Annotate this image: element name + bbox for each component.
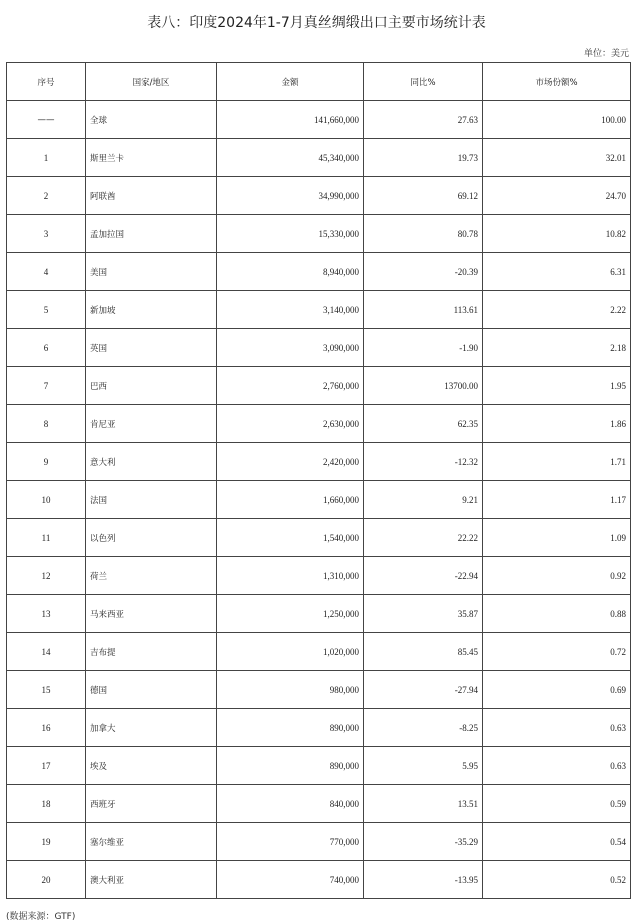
table-row xyxy=(7,519,631,557)
row-amount: 890,000 xyxy=(217,747,364,785)
row-amount: 890,000 xyxy=(217,709,364,747)
export-market-table xyxy=(6,62,631,899)
row-index: 5 xyxy=(7,291,86,329)
table-row xyxy=(7,367,631,405)
row-country: 巴西 xyxy=(86,367,217,405)
row-share: 0.59 xyxy=(483,785,631,823)
row-yoy: 80.78 xyxy=(364,215,483,253)
table-row xyxy=(7,443,631,481)
row-country: 塞尔维亚 xyxy=(86,823,217,861)
row-share: 100.00 xyxy=(483,101,631,139)
table-row xyxy=(7,557,631,595)
row-country: 埃及 xyxy=(86,747,217,785)
table-row xyxy=(7,101,631,139)
row-index: 13 xyxy=(7,595,86,633)
row-share: 0.69 xyxy=(483,671,631,709)
row-share: 2.22 xyxy=(483,291,631,329)
table-row xyxy=(7,215,631,253)
row-country: 德国 xyxy=(86,671,217,709)
table-row xyxy=(7,481,631,519)
table-row xyxy=(7,709,631,747)
row-yoy: -20.39 xyxy=(364,253,483,291)
row-index: —— xyxy=(7,101,86,139)
table-row xyxy=(7,177,631,215)
row-amount: 1,660,000 xyxy=(217,481,364,519)
row-country: 法国 xyxy=(86,481,217,519)
column-header-amount: 金额 xyxy=(217,63,364,101)
column-header-country: 国家/地区 xyxy=(86,63,217,101)
row-amount: 15,330,000 xyxy=(217,215,364,253)
row-index: 2 xyxy=(7,177,86,215)
table-row xyxy=(7,633,631,671)
table-row xyxy=(7,747,631,785)
row-share: 0.54 xyxy=(483,823,631,861)
unit-label: 单位：美元 xyxy=(583,49,629,59)
row-country: 肯尼亚 xyxy=(86,405,217,443)
row-yoy: -12.32 xyxy=(364,443,483,481)
row-share: 1.71 xyxy=(483,443,631,481)
row-share: 0.72 xyxy=(483,633,631,671)
row-index: 18 xyxy=(7,785,86,823)
row-amount: 1,310,000 xyxy=(217,557,364,595)
column-header-index: 序号 xyxy=(7,63,86,101)
row-amount: 770,000 xyxy=(217,823,364,861)
row-country: 意大利 xyxy=(86,443,217,481)
row-share: 2.18 xyxy=(483,329,631,367)
row-yoy: 69.12 xyxy=(364,177,483,215)
table-row xyxy=(7,785,631,823)
table-row xyxy=(7,139,631,177)
table-row xyxy=(7,595,631,633)
row-index: 1 xyxy=(7,139,86,177)
row-yoy: 5.95 xyxy=(364,747,483,785)
row-yoy: -27.94 xyxy=(364,671,483,709)
column-header-share: 市场份额% xyxy=(483,63,631,101)
row-share: 0.63 xyxy=(483,709,631,747)
row-share: 24.70 xyxy=(483,177,631,215)
row-index: 16 xyxy=(7,709,86,747)
row-amount: 2,420,000 xyxy=(217,443,364,481)
row-share: 0.92 xyxy=(483,557,631,595)
row-yoy: 113.61 xyxy=(364,291,483,329)
table-row xyxy=(7,291,631,329)
row-country: 加拿大 xyxy=(86,709,217,747)
row-index: 11 xyxy=(7,519,86,557)
row-index: 12 xyxy=(7,557,86,595)
row-amount: 3,090,000 xyxy=(217,329,364,367)
row-amount: 980,000 xyxy=(217,671,364,709)
table-title: 表八：印度2024年1-7月真丝绸缎出口主要市场统计表 xyxy=(147,15,486,31)
data-source-note: (数据来源：GTF) xyxy=(6,912,76,922)
row-yoy: 85.45 xyxy=(364,633,483,671)
row-country: 马来西亚 xyxy=(86,595,217,633)
row-index: 17 xyxy=(7,747,86,785)
row-index: 10 xyxy=(7,481,86,519)
row-share: 1.17 xyxy=(483,481,631,519)
row-yoy: 13.51 xyxy=(364,785,483,823)
row-index: 15 xyxy=(7,671,86,709)
row-amount: 3,140,000 xyxy=(217,291,364,329)
row-share: 32.01 xyxy=(483,139,631,177)
row-amount: 1,250,000 xyxy=(217,595,364,633)
column-header-yoy: 同比% xyxy=(364,63,483,101)
row-country: 孟加拉国 xyxy=(86,215,217,253)
row-country: 吉布提 xyxy=(86,633,217,671)
row-share: 0.63 xyxy=(483,747,631,785)
row-index: 7 xyxy=(7,367,86,405)
row-index: 8 xyxy=(7,405,86,443)
row-yoy: -35.29 xyxy=(364,823,483,861)
row-amount: 2,760,000 xyxy=(217,367,364,405)
table-row xyxy=(7,823,631,861)
row-share: 0.88 xyxy=(483,595,631,633)
row-country: 以色列 xyxy=(86,519,217,557)
row-share: 1.09 xyxy=(483,519,631,557)
row-yoy: 13700.00 xyxy=(364,367,483,405)
row-yoy: 35.87 xyxy=(364,595,483,633)
row-yoy: -13.95 xyxy=(364,861,483,899)
row-amount: 34,990,000 xyxy=(217,177,364,215)
row-share: 1.95 xyxy=(483,367,631,405)
row-yoy: -22.94 xyxy=(364,557,483,595)
row-index: 6 xyxy=(7,329,86,367)
table-row xyxy=(7,861,631,899)
row-yoy: -1.90 xyxy=(364,329,483,367)
row-yoy: 9.21 xyxy=(364,481,483,519)
row-yoy: 19.73 xyxy=(364,139,483,177)
row-country: 阿联酋 xyxy=(86,177,217,215)
table-row xyxy=(7,405,631,443)
row-amount: 2,630,000 xyxy=(217,405,364,443)
row-amount: 840,000 xyxy=(217,785,364,823)
row-index: 14 xyxy=(7,633,86,671)
row-amount: 740,000 xyxy=(217,861,364,899)
row-country: 澳大利亚 xyxy=(86,861,217,899)
row-amount: 1,020,000 xyxy=(217,633,364,671)
row-index: 3 xyxy=(7,215,86,253)
row-yoy: 22.22 xyxy=(364,519,483,557)
row-index: 20 xyxy=(7,861,86,899)
row-country: 荷兰 xyxy=(86,557,217,595)
row-country: 全球 xyxy=(86,101,217,139)
row-share: 0.52 xyxy=(483,861,631,899)
row-index: 9 xyxy=(7,443,86,481)
row-country: 西班牙 xyxy=(86,785,217,823)
row-amount: 1,540,000 xyxy=(217,519,364,557)
row-amount: 45,340,000 xyxy=(217,139,364,177)
row-amount: 8,940,000 xyxy=(217,253,364,291)
row-yoy: -8.25 xyxy=(364,709,483,747)
row-index: 19 xyxy=(7,823,86,861)
row-share: 10.82 xyxy=(483,215,631,253)
row-country: 英国 xyxy=(86,329,217,367)
table-row xyxy=(7,253,631,291)
row-country: 美国 xyxy=(86,253,217,291)
table-row xyxy=(7,329,631,367)
row-country: 斯里兰卡 xyxy=(86,139,217,177)
row-amount: 141,660,000 xyxy=(217,101,364,139)
row-share: 6.31 xyxy=(483,253,631,291)
table-header-row xyxy=(7,63,631,101)
row-country: 新加坡 xyxy=(86,291,217,329)
row-index: 4 xyxy=(7,253,86,291)
row-yoy: 62.35 xyxy=(364,405,483,443)
row-yoy: 27.63 xyxy=(364,101,483,139)
table-row xyxy=(7,671,631,709)
row-share: 1.86 xyxy=(483,405,631,443)
